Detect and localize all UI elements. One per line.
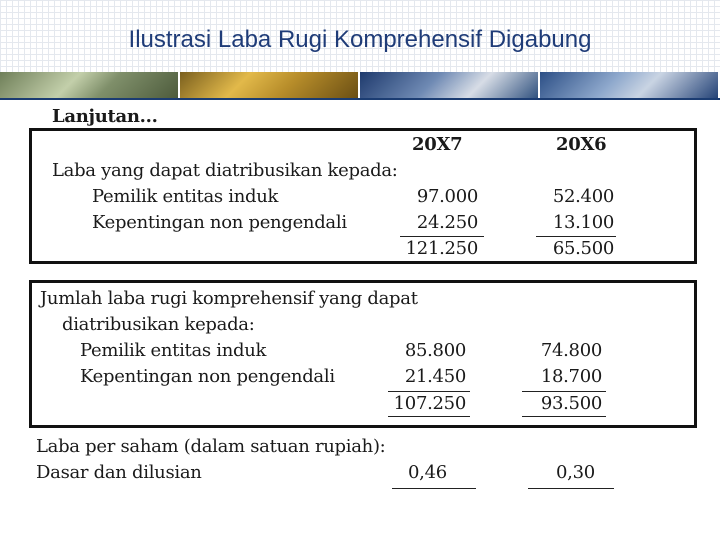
section2-row2-v1: 21.450 xyxy=(404,366,466,387)
section2-row1-v2: 74.800 xyxy=(540,340,602,361)
continued-label: Lanjutan... xyxy=(52,106,158,127)
gears-icon xyxy=(180,72,360,98)
section3-row-v2: 0,30 xyxy=(556,462,595,483)
decorative-banner xyxy=(0,72,720,100)
column-header-20x7: 20X7 xyxy=(412,134,463,155)
section3-rule-2 xyxy=(528,488,614,489)
section1-row1-v2: 52.400 xyxy=(552,186,614,207)
section1-total-rule-1 xyxy=(400,236,484,237)
section2-heading-line1: Jumlah laba rugi komprehensif yang dapat xyxy=(40,288,418,309)
section1-row2-v1: 24.250 xyxy=(416,212,478,233)
section1-heading: Laba yang dapat diatribusikan kepada: xyxy=(52,160,398,181)
section2-bottom-rule-1 xyxy=(388,416,470,417)
section1-total-rule-2 xyxy=(536,236,616,237)
section2-row2-label: Kepentingan non pengendali xyxy=(80,366,335,387)
section1-row2-label: Kepentingan non pengendali xyxy=(92,212,347,233)
section2-total-rule-2 xyxy=(522,391,606,392)
section2-row1-label: Pemilik entitas induk xyxy=(80,340,267,361)
books-icon xyxy=(360,72,540,98)
column-header-20x6: 20X6 xyxy=(556,134,607,155)
section1-row1-label: Pemilik entitas induk xyxy=(92,186,279,207)
section1-total-v1: 121.250 xyxy=(405,238,478,259)
section3-rule-1 xyxy=(392,488,476,489)
section2-total-v2: 93.500 xyxy=(540,393,602,414)
section1-row1-v1: 97.000 xyxy=(416,186,478,207)
section3-row-v1: 0,46 xyxy=(408,462,447,483)
section2-bottom-rule-2 xyxy=(522,416,606,417)
computer-keyboard-icon xyxy=(540,72,720,98)
section3-heading: Laba per saham (dalam satuan rupiah): xyxy=(36,436,386,457)
section3-row-label: Dasar dan dilusian xyxy=(36,462,202,483)
section1-row2-v2: 13.100 xyxy=(552,212,614,233)
section1-total-v2: 65.500 xyxy=(552,238,614,259)
section2-row2-v2: 18.700 xyxy=(540,366,602,387)
section2-total-rule-1 xyxy=(388,391,470,392)
title-area xyxy=(0,0,720,72)
section2-total-v1: 107.250 xyxy=(393,393,466,414)
section2-row1-v1: 85.800 xyxy=(404,340,466,361)
slide-title: Ilustrasi Laba Rugi Komprehensif Digabung xyxy=(128,26,592,53)
leaf-pen-icon xyxy=(0,72,180,98)
section2-heading-line2: diatribusikan kepada: xyxy=(62,314,255,335)
